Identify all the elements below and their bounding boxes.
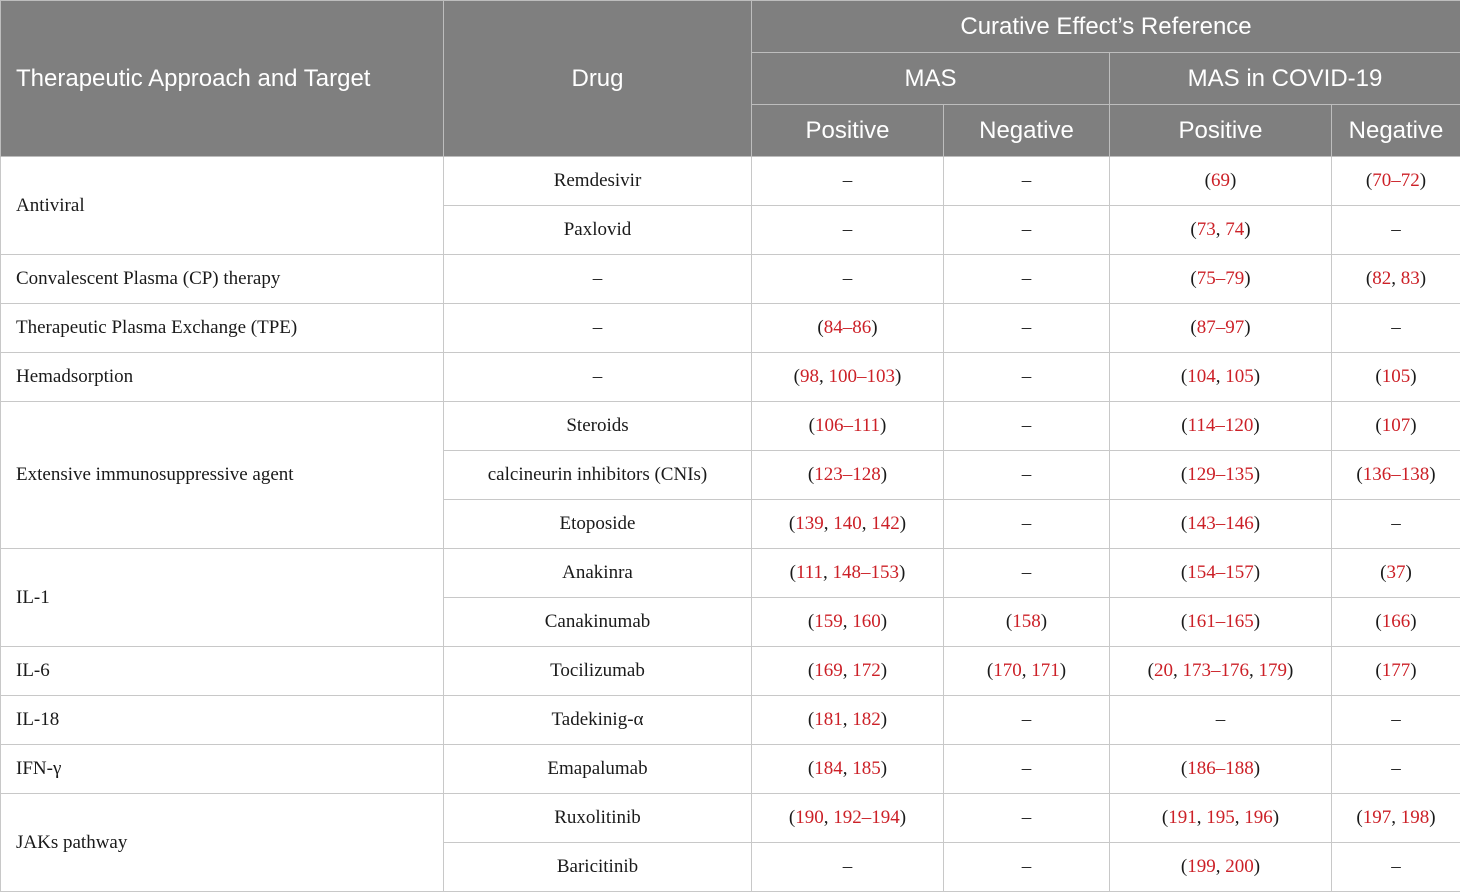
reference-link[interactable]: 146 — [1225, 513, 1254, 534]
mas-negative-cell: – — [944, 304, 1110, 353]
reference-range-dash: – — [1391, 464, 1401, 485]
covid-negative-cell: – — [1332, 745, 1460, 794]
approach-cell: IL-6 — [1, 647, 444, 696]
mas-positive-cell: (159, 160) — [752, 598, 944, 647]
reference-link[interactable]: 199 — [1187, 856, 1216, 877]
covid-negative-cell: (177) — [1332, 647, 1460, 696]
covid-positive-cell: (186–188) — [1110, 745, 1332, 794]
reference-link[interactable]: 100 — [829, 366, 858, 387]
table-row — [1, 647, 1460, 696]
reference-link[interactable]: 87 — [1197, 317, 1216, 338]
drug-cell: Steroids — [444, 402, 752, 451]
reference-link[interactable]: 84 — [824, 317, 843, 338]
reference-link[interactable]: 140 — [833, 513, 862, 534]
reference-link[interactable]: 105 — [1382, 366, 1411, 387]
drug-cell: Paxlovid — [444, 206, 752, 255]
covid-negative-cell: (70–72) — [1332, 157, 1460, 206]
covid-negative-cell: (105) — [1332, 353, 1460, 402]
reference-link[interactable]: 105 — [1225, 366, 1254, 387]
drug-cell: – — [444, 353, 752, 402]
mas-positive-cell: (139, 140, 142) — [752, 500, 944, 549]
mas-positive-cell: (190, 192–194) — [752, 794, 944, 843]
reference-link[interactable]: 186 — [1187, 758, 1216, 779]
reference-link[interactable]: 179 — [1259, 660, 1288, 681]
mas-positive-cell: – — [752, 843, 944, 892]
covid-negative-cell: (37) — [1332, 549, 1460, 598]
approach-cell: JAKs pathway — [1, 794, 444, 892]
mas-negative-cell: – — [944, 206, 1110, 255]
reference-link[interactable]: 104 — [1187, 366, 1216, 387]
reference-link[interactable]: 73 — [1197, 219, 1216, 240]
reference-link[interactable]: 191 — [1168, 807, 1197, 828]
reference-link[interactable]: 158 — [1012, 611, 1041, 632]
reference-range-dash: – — [1216, 513, 1226, 534]
reference-link[interactable]: 111 — [853, 415, 880, 436]
reference-link[interactable]: 182 — [852, 709, 881, 730]
mas-negative-cell: – — [944, 353, 1110, 402]
reference-link[interactable]: 74 — [1225, 219, 1244, 240]
reference-range-dash: – — [857, 366, 867, 387]
mas-negative-cell: – — [944, 402, 1110, 451]
mas-negative-cell: – — [944, 451, 1110, 500]
reference-link[interactable]: 184 — [814, 758, 843, 779]
reference-link[interactable]: 160 — [852, 611, 881, 632]
reference-link[interactable]: 166 — [1382, 611, 1411, 632]
reference-link[interactable]: 138 — [1401, 464, 1430, 485]
reference-link[interactable]: 75 — [1197, 268, 1216, 289]
header-curative-reference: Curative Effect’s Reference — [752, 1, 1460, 53]
drug-cell: Emapalumab — [444, 745, 752, 794]
approach-cell: Hemadsorption — [1, 353, 444, 402]
mas-negative-cell: – — [944, 500, 1110, 549]
mas-positive-cell: (84–86) — [752, 304, 944, 353]
covid-positive-cell: (75–79) — [1110, 255, 1332, 304]
covid-negative-cell: – — [1332, 843, 1460, 892]
mas-positive-cell: (123–128) — [752, 451, 944, 500]
mas-positive-cell: (169, 172) — [752, 647, 944, 696]
reference-link[interactable]: 86 — [852, 317, 871, 338]
mas-positive-cell: – — [752, 157, 944, 206]
mas-negative-cell: – — [944, 843, 1110, 892]
covid-positive-cell: (87–97) — [1110, 304, 1332, 353]
reference-link[interactable]: 142 — [871, 513, 900, 534]
covid-positive-cell: (104, 105) — [1110, 353, 1332, 402]
reference-range-dash: – — [843, 415, 853, 436]
drug-cell: Tocilizumab — [444, 647, 752, 696]
header-mas-positive: Positive — [752, 105, 944, 157]
header-covid-positive: Positive — [1110, 105, 1332, 157]
table-row — [1, 304, 1460, 353]
drug-cell: – — [444, 255, 752, 304]
drug-cell: Etoposide — [444, 500, 752, 549]
table-row — [1, 402, 1460, 451]
reference-link[interactable]: 98 — [800, 366, 819, 387]
reference-link[interactable]: 123 — [814, 464, 843, 485]
header-drug: Drug — [444, 1, 752, 157]
reference-link[interactable]: 72 — [1401, 170, 1420, 191]
reference-link[interactable]: 128 — [852, 464, 881, 485]
reference-link[interactable]: 194 — [871, 807, 900, 828]
mas-positive-cell: (181, 182) — [752, 696, 944, 745]
drug-cell: Baricitinib — [444, 843, 752, 892]
mas-negative-cell: – — [944, 696, 1110, 745]
covid-negative-cell: (166) — [1332, 598, 1460, 647]
reference-link[interactable]: 196 — [1244, 807, 1273, 828]
reference-link[interactable]: 188 — [1225, 758, 1254, 779]
reference-link[interactable]: 198 — [1401, 807, 1430, 828]
reference-link[interactable]: 143 — [1187, 513, 1216, 534]
drug-cell: Tadekinig-α — [444, 696, 752, 745]
reference-link[interactable]: 107 — [1382, 415, 1411, 436]
table-row — [1, 255, 1460, 304]
approach-cell: IL-18 — [1, 696, 444, 745]
reference-range-dash: – — [862, 807, 872, 828]
mas-positive-cell: – — [752, 206, 944, 255]
drug-cell: Ruxolitinib — [444, 794, 752, 843]
covid-positive-cell: (73, 74) — [1110, 206, 1332, 255]
reference-link[interactable]: 154 — [1187, 562, 1216, 583]
reference-link[interactable]: 159 — [814, 611, 843, 632]
reference-link[interactable]: 37 — [1387, 562, 1406, 583]
reference-range-dash: – — [1216, 268, 1226, 289]
mas-positive-cell: (106–111) — [752, 402, 944, 451]
reference-link[interactable]: 190 — [795, 807, 824, 828]
reference-link[interactable]: 20 — [1154, 660, 1173, 681]
reference-link[interactable]: 200 — [1225, 856, 1254, 877]
table-row — [1, 353, 1460, 402]
covid-positive-cell: (199, 200) — [1110, 843, 1332, 892]
reference-range-dash: – — [1216, 562, 1226, 583]
table-row — [1, 696, 1460, 745]
covid-negative-cell: (82, 83) — [1332, 255, 1460, 304]
header-mas-covid: MAS in COVID-19 — [1110, 53, 1460, 105]
covid-positive-cell: (20, 173–176, 179) — [1110, 647, 1332, 696]
covid-positive-cell: (69) — [1110, 157, 1332, 206]
mas-negative-cell: – — [944, 745, 1110, 794]
table-row — [1, 549, 1460, 598]
reference-range-dash: – — [843, 464, 853, 485]
reference-link[interactable]: 171 — [1031, 660, 1060, 681]
mas-positive-cell: – — [752, 255, 944, 304]
covid-negative-cell: (136–138) — [1332, 451, 1460, 500]
reference-link[interactable]: 148 — [833, 562, 862, 583]
reference-range-dash: – — [1216, 464, 1226, 485]
reference-range-dash: – — [1215, 415, 1225, 436]
approach-cell: Therapeutic Plasma Exchange (TPE) — [1, 304, 444, 353]
reference-link[interactable]: 97 — [1225, 317, 1244, 338]
reference-link[interactable]: 173 — [1183, 660, 1212, 681]
reference-range-dash: – — [1211, 660, 1221, 681]
reference-link[interactable]: 165 — [1225, 611, 1254, 632]
reference-link[interactable]: 70 — [1372, 170, 1391, 191]
header-approach: Therapeutic Approach and Target — [1, 1, 444, 157]
drug-cell: Remdesivir — [444, 157, 752, 206]
reference-link[interactable]: 83 — [1401, 268, 1420, 289]
reference-link[interactable]: 136 — [1363, 464, 1392, 485]
drug-cell: – — [444, 304, 752, 353]
mas-positive-cell: (98, 100–103) — [752, 353, 944, 402]
reference-range-dash: – — [843, 317, 853, 338]
reference-link[interactable]: 169 — [814, 660, 843, 681]
reference-link[interactable]: 103 — [867, 366, 896, 387]
covid-positive-cell: (129–135) — [1110, 451, 1332, 500]
covid-negative-cell: – — [1332, 696, 1460, 745]
mas-negative-cell: – — [944, 157, 1110, 206]
reference-link[interactable]: 157 — [1225, 562, 1254, 583]
mas-positive-cell: (184, 185) — [752, 745, 944, 794]
covid-positive-cell: (161–165) — [1110, 598, 1332, 647]
covid-positive-cell: – — [1110, 696, 1332, 745]
header-mas-negative: Negative — [944, 105, 1110, 157]
reference-link[interactable]: 197 — [1363, 807, 1392, 828]
covid-negative-cell: – — [1332, 304, 1460, 353]
approach-cell: Antiviral — [1, 157, 444, 255]
reference-range-dash: – — [1216, 317, 1226, 338]
mas-negative-cell: (170, 171) — [944, 647, 1110, 696]
header-covid-negative: Negative — [1332, 105, 1460, 157]
reference-link[interactable]: 106 — [815, 415, 844, 436]
reference-range-dash: – — [1391, 170, 1401, 191]
covid-positive-cell: (191, 195, 196) — [1110, 794, 1332, 843]
covid-positive-cell: (154–157) — [1110, 549, 1332, 598]
covid-negative-cell: – — [1332, 206, 1460, 255]
reference-link[interactable]: 176 — [1221, 660, 1250, 681]
reference-link[interactable]: 172 — [852, 660, 881, 681]
drug-cell: Canakinumab — [444, 598, 752, 647]
reference-link[interactable]: 82 — [1372, 268, 1391, 289]
reference-link[interactable]: 195 — [1206, 807, 1235, 828]
table-row — [1, 157, 1460, 206]
reference-link[interactable]: 114 — [1188, 415, 1216, 436]
drug-cell: calcineurin inhibitors (CNIs) — [444, 451, 752, 500]
reference-range-dash: – — [861, 562, 871, 583]
reference-link[interactable]: 129 — [1187, 464, 1216, 485]
approach-cell: Convalescent Plasma (CP) therapy — [1, 255, 444, 304]
reference-link[interactable]: 135 — [1225, 464, 1254, 485]
approach-cell: IFN-γ — [1, 745, 444, 794]
approach-cell: IL-1 — [1, 549, 444, 647]
reference-link[interactable]: 170 — [993, 660, 1022, 681]
reference-link[interactable]: 111 — [796, 562, 823, 583]
table-row — [1, 745, 1460, 794]
mas-negative-cell: (158) — [944, 598, 1110, 647]
mas-positive-cell: (111, 148–153) — [752, 549, 944, 598]
reference-range-dash: – — [1216, 758, 1226, 779]
header-mas: MAS — [752, 53, 1110, 105]
reference-link[interactable]: 139 — [795, 513, 824, 534]
reference-link[interactable]: 79 — [1225, 268, 1244, 289]
mas-negative-cell: – — [944, 255, 1110, 304]
covid-positive-cell: (143–146) — [1110, 500, 1332, 549]
mas-negative-cell: – — [944, 549, 1110, 598]
reference-link[interactable]: 69 — [1211, 170, 1230, 191]
reference-link[interactable]: 192 — [833, 807, 862, 828]
reference-link[interactable]: 153 — [871, 562, 900, 583]
reference-link[interactable]: 177 — [1382, 660, 1411, 681]
approach-cell: Extensive immunosuppressive agent — [1, 402, 444, 549]
reference-link[interactable]: 181 — [814, 709, 843, 730]
covid-positive-cell: (114–120) — [1110, 402, 1332, 451]
table-body — [1, 157, 1460, 892]
covid-negative-cell: (197, 198) — [1332, 794, 1460, 843]
reference-link[interactable]: 120 — [1225, 415, 1254, 436]
reference-link[interactable]: 185 — [852, 758, 881, 779]
reference-link[interactable]: 161 — [1187, 611, 1216, 632]
covid-negative-cell: – — [1332, 500, 1460, 549]
table-row — [1, 794, 1460, 843]
covid-negative-cell: (107) — [1332, 402, 1460, 451]
reference-range-dash: – — [1216, 611, 1226, 632]
drug-cell: Anakinra — [444, 549, 752, 598]
mas-negative-cell: – — [944, 794, 1110, 843]
